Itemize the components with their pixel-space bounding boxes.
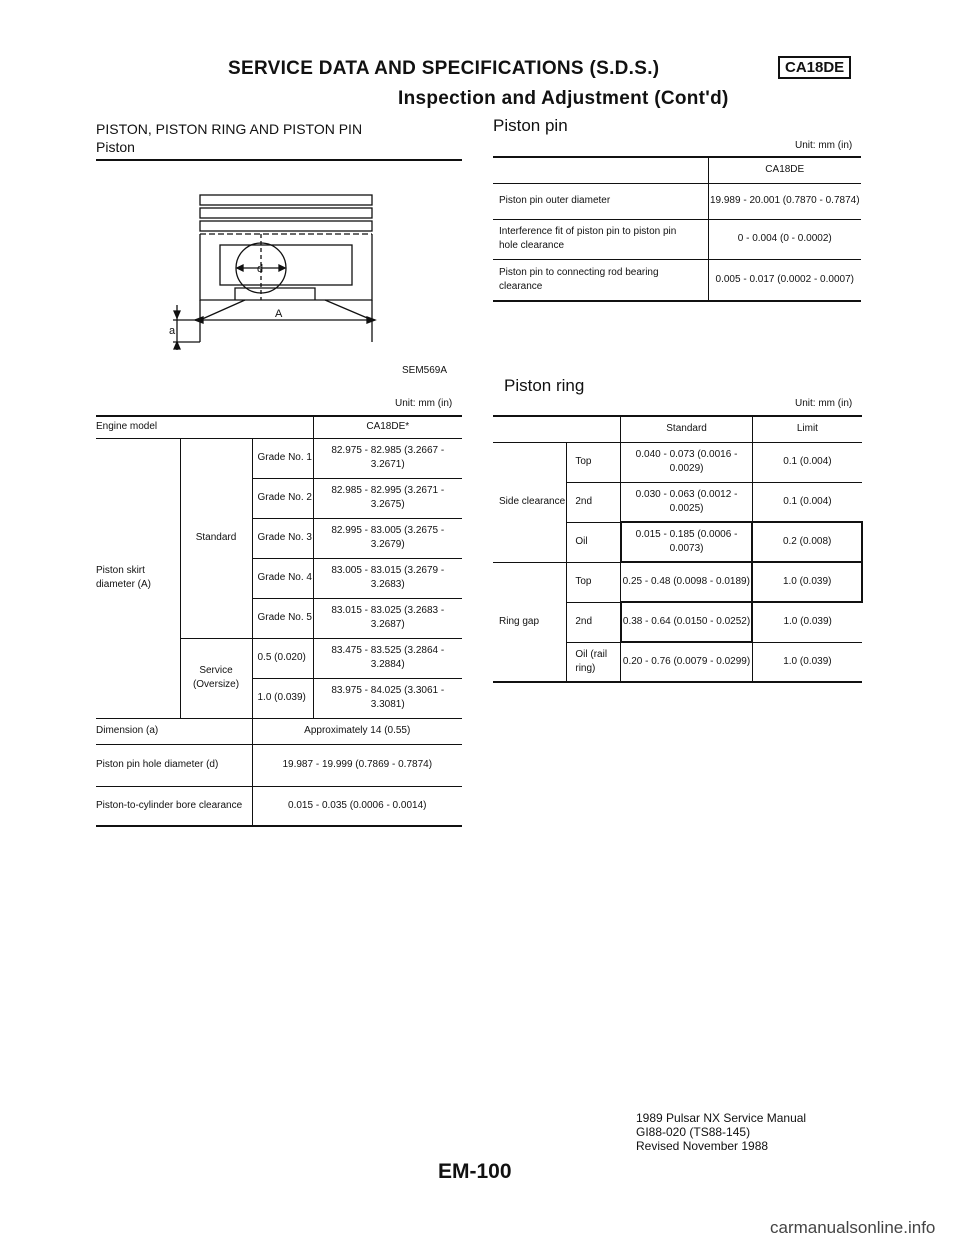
bore-clearance-value: 0.015 - 0.035 (0.0006 - 0.0014) bbox=[252, 786, 462, 826]
grade-5: Grade No. 5 bbox=[252, 598, 313, 638]
grade-5-value: 83.015 - 83.025 (3.2683 - 3.2687) bbox=[313, 598, 462, 638]
page-number: EM-100 bbox=[438, 1160, 512, 1183]
page-title: SERVICE DATA AND SPECIFICATIONS (S.D.S.) bbox=[228, 58, 660, 79]
grade-3: Grade No. 3 bbox=[252, 518, 313, 558]
side-2nd-ring: 2nd bbox=[567, 482, 621, 522]
dimension-label: Dimension (a) bbox=[96, 718, 252, 744]
ring-col-limit: Limit bbox=[752, 416, 862, 442]
pin-rod-value: 0.005 - 0.017 (0.0002 - 0.0007) bbox=[708, 259, 861, 301]
piston-diagram bbox=[165, 190, 380, 360]
pin-hole-value: 19.987 - 19.999 (0.7869 - 0.7874) bbox=[252, 744, 462, 786]
side-oil-standard: 0.015 - 0.185 (0.0006 - 0.0073) bbox=[621, 522, 753, 562]
footer-code: GI88-020 (TS88-145) bbox=[636, 1125, 751, 1139]
section-rule bbox=[96, 159, 462, 161]
footer-manual: 1989 Pulsar NX Service Manual bbox=[636, 1111, 807, 1125]
pin-fit-value: 0 - 0.004 (0 - 0.0002) bbox=[708, 219, 861, 259]
pin-fit-label: Interference fit of piston pin to piston pin hole clearance bbox=[499, 226, 677, 251]
side-top-ring: Top bbox=[567, 442, 621, 482]
gap-oil-standard: 0.20 - 0.76 (0.0079 - 0.0299) bbox=[621, 642, 753, 682]
gap-2nd-standard: 0.38 - 0.64 (0.0150 - 0.0252) bbox=[621, 602, 753, 642]
piston-ring-title: Piston ring bbox=[504, 376, 585, 395]
gap-2nd-ring: 2nd bbox=[567, 602, 621, 642]
bore-clearance-label: Piston-to-cylinder bore clearance bbox=[96, 799, 243, 811]
gap-top-limit: 1.0 (0.039) bbox=[752, 562, 862, 602]
piston-spec-table bbox=[96, 415, 462, 827]
gap-top-standard: 0.25 - 0.48 (0.0098 - 0.0189) bbox=[621, 562, 753, 602]
pin-rod-label: Piston pin to connecting rod bearing clearance bbox=[499, 266, 659, 292]
watermark: carmanualsonline.info bbox=[770, 1218, 936, 1237]
standard-label: Standard bbox=[180, 438, 252, 638]
pin-unit: Unit: mm (in) bbox=[795, 140, 853, 151]
grade-1-value: 82.975 - 82.985 (3.2667 - 3.2671) bbox=[313, 438, 462, 478]
pin-od-label: Piston pin outer diameter bbox=[499, 195, 611, 206]
side-oil-limit: 0.2 (0.008) bbox=[752, 522, 862, 562]
service-label: Service (Oversize) bbox=[180, 638, 252, 718]
label-A: A bbox=[275, 308, 283, 320]
piston-ring-table bbox=[493, 415, 863, 683]
piston-skirt-label: Piston skirt diameter (A) bbox=[96, 438, 180, 718]
ring-gap-label: Ring gap bbox=[493, 562, 567, 682]
service-size-2: 1.0 (0.039) bbox=[252, 678, 313, 718]
label-d: d bbox=[257, 263, 264, 275]
side-top-standard: 0.040 - 0.073 (0.0016 - 0.0029) bbox=[621, 442, 753, 482]
service-size-1: 0.5 (0.020) bbox=[252, 638, 313, 678]
figure-code: SEM569A bbox=[402, 365, 448, 376]
engine-badge: CA18DE bbox=[778, 56, 851, 79]
side-top-limit: 0.1 (0.004) bbox=[752, 442, 862, 482]
side-2nd-limit: 0.1 (0.004) bbox=[752, 482, 862, 522]
grade-1: Grade No. 1 bbox=[252, 438, 313, 478]
side-clearance-label: Side clearance bbox=[493, 442, 567, 562]
piston-unit: Unit: mm (in) bbox=[395, 398, 453, 409]
gap-oil-limit: 1.0 (0.039) bbox=[752, 642, 862, 682]
grade-2-value: 82.985 - 82.995 (3.2671 - 3.2675) bbox=[313, 478, 462, 518]
gap-top-ring: Top bbox=[567, 562, 621, 602]
piston-pin-table bbox=[493, 156, 861, 302]
service-value-1: 83.475 - 83.525 (3.2864 - 3.2884) bbox=[313, 638, 462, 678]
label-a: a bbox=[169, 325, 176, 337]
service-value-2: 83.975 - 84.025 (3.3061 - 3.3081) bbox=[313, 678, 462, 718]
grade-3-value: 82.995 - 83.005 (3.2675 - 3.2679) bbox=[313, 518, 462, 558]
side-oil-ring: Oil bbox=[567, 522, 621, 562]
grade-4: Grade No. 4 bbox=[252, 558, 313, 598]
pin-col-header: CA18DE bbox=[708, 157, 861, 183]
pin-od-value: 19.989 - 20.001 (0.7870 - 0.7874) bbox=[708, 183, 861, 219]
grade-2: Grade No. 2 bbox=[252, 478, 313, 518]
dimension-value: Approximately 14 (0.55) bbox=[252, 718, 462, 744]
section-title: PISTON, PISTON RING AND PISTON PIN bbox=[96, 121, 363, 137]
ring-unit: Unit: mm (in) bbox=[795, 398, 853, 409]
engine-model-value: CA18DE* bbox=[313, 416, 462, 438]
gap-2nd-limit: 1.0 (0.039) bbox=[752, 602, 862, 642]
subsection-piston: Piston bbox=[96, 139, 135, 155]
pin-hole-label: Piston pin hole diameter (d) bbox=[96, 744, 252, 786]
page-subtitle: Inspection and Adjustment (Cont'd) bbox=[398, 88, 729, 109]
gap-oil-ring: Oil (rail ring) bbox=[567, 642, 621, 682]
grade-4-value: 83.005 - 83.015 (3.2679 - 3.2683) bbox=[313, 558, 462, 598]
side-2nd-standard: 0.030 - 0.063 (0.0012 - 0.0025) bbox=[621, 482, 753, 522]
ring-col-standard: Standard bbox=[621, 416, 753, 442]
piston-pin-title: Piston pin bbox=[493, 116, 568, 135]
engine-model-label: Engine model bbox=[96, 421, 158, 433]
footer-revised: Revised November 1988 bbox=[636, 1139, 769, 1153]
